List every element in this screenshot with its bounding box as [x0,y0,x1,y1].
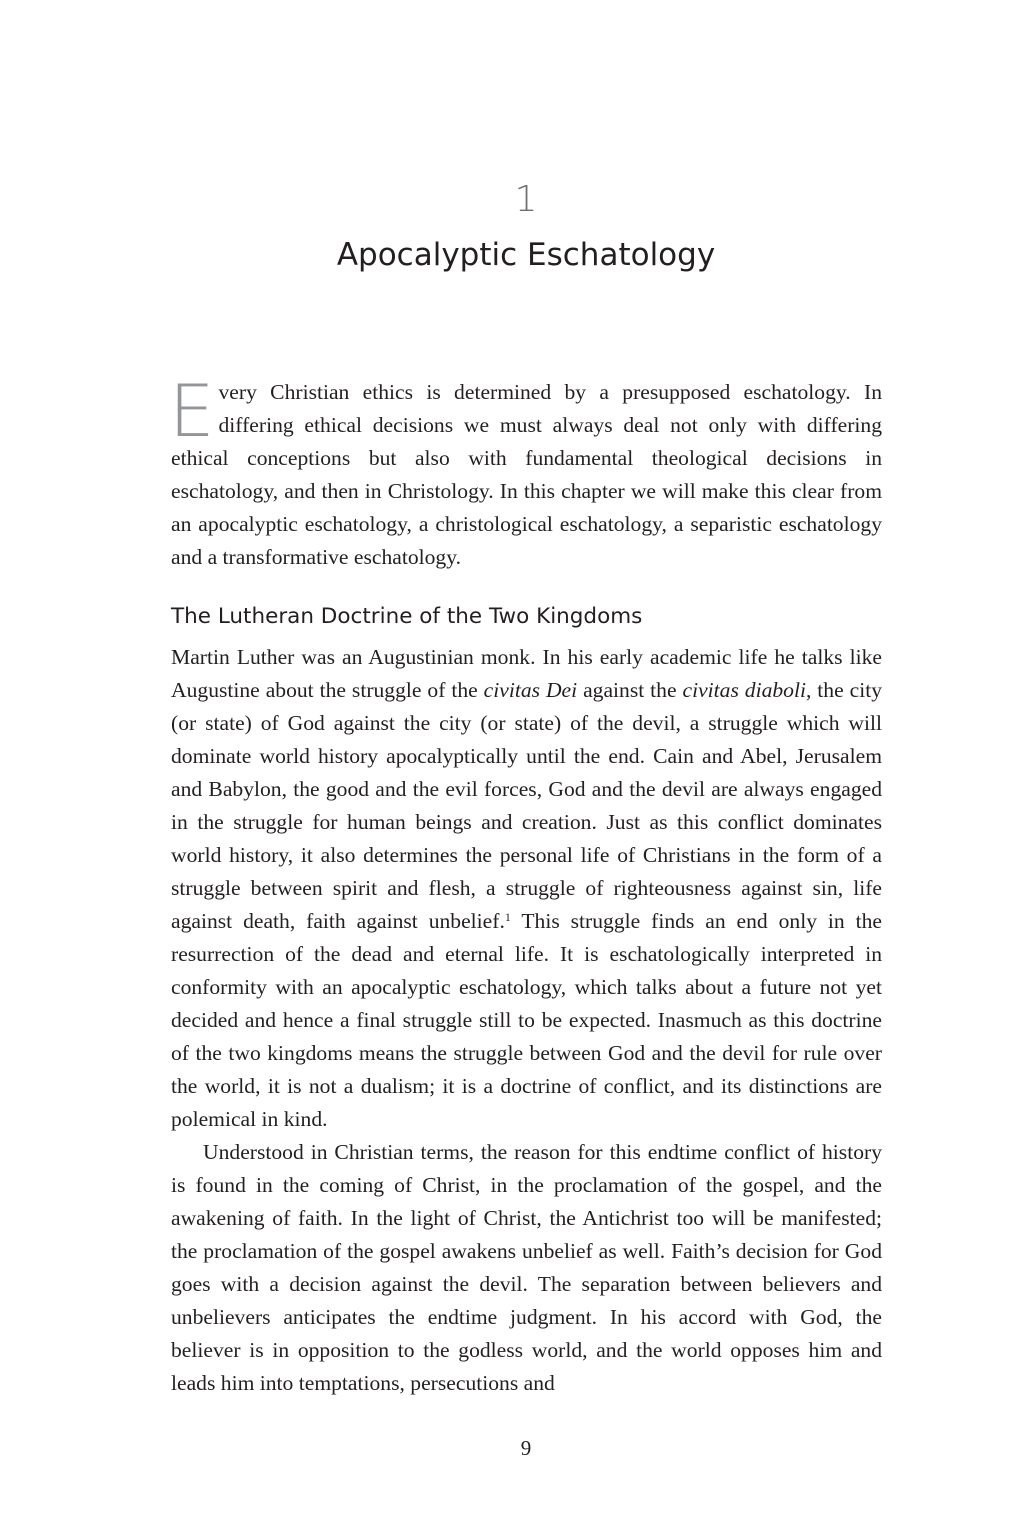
body-paragraph-1 [171,641,882,1136]
latin-term: civitas diaboli [682,678,806,702]
paragraph-text: Martin Luther was an Augustinian monk. In his early academic life he talks like Augustine about the struggle of the [171,645,882,702]
drop-cap: E [169,369,215,453]
paragraph-text: against the [577,678,683,702]
chapter-title: Apocalyptic Eschatology [336,237,716,273]
paragraph-text: , the city (or state) of God against the city (or state) of the devil, a struggle which will dominate world history apocalyptically until the end. Cain and Abel, Jerusalem and Babylon, the good and the evil forces, God and the devil are always engaged in the struggle for human beings and creation. Just as this conflict dominates world history, it also determines the personal life of Christians in the form of a struggle between spirit and flesh, a struggle of righteousness against sin, life against death, faith against unbelief. [171,678,882,933]
footnote-marker[interactable]: 1 [504,910,511,924]
page-number: 9 [520,1436,532,1460]
paragraph-text: This struggle finds an end only in the resurrection of the dead and eternal life. It is eschatologically interpreted in conformity with an apocalyptic eschatology, which talks about a future not yet decided and hence a final struggle still to be expected. Inasmuch as this doctrine of the two kingdoms means the struggle between God and the devil for rule over the world, it is not a dualism; it is a doctrine of conflict, and its distinctions are polemical in kind. [171,909,882,1131]
latin-term: civitas Dei [483,678,578,702]
intro-text: very Christian ethics is determined by a presupposed eschatology. In differing ethical decisions we must always deal not only with differing ethical conceptions but also with fundamental theological decisions in eschatology, and then in Christology. In this chapter we will make this clear from an apocalyptic eschatology, a christological eschatology, a separistic eschatology and a transformative eschatology. [171,380,882,569]
chapter-number: 1 [514,179,538,220]
section-heading: The Lutheran Doctrine of the Two Kingdoms [171,604,643,629]
intro-paragraph [169,369,882,574]
body-paragraph-2: Understood in Christian terms, the reason for this endtime conflict of history is found in the coming of Christ, in the proclamation of the gospel, and the awakening of faith. In the light of Christ, the Antichrist too will be manifested; the proclamation of the gospel awakens unbelief as well. Faith’s decision for God goes with a decision against the devil. The separation between believers and unbelievers anticipates the endtime judgment. In his accord with God, the believer is in opposition to the godless world, and the world opposes him and leads him into temptations, persecutions and [171,1140,882,1395]
